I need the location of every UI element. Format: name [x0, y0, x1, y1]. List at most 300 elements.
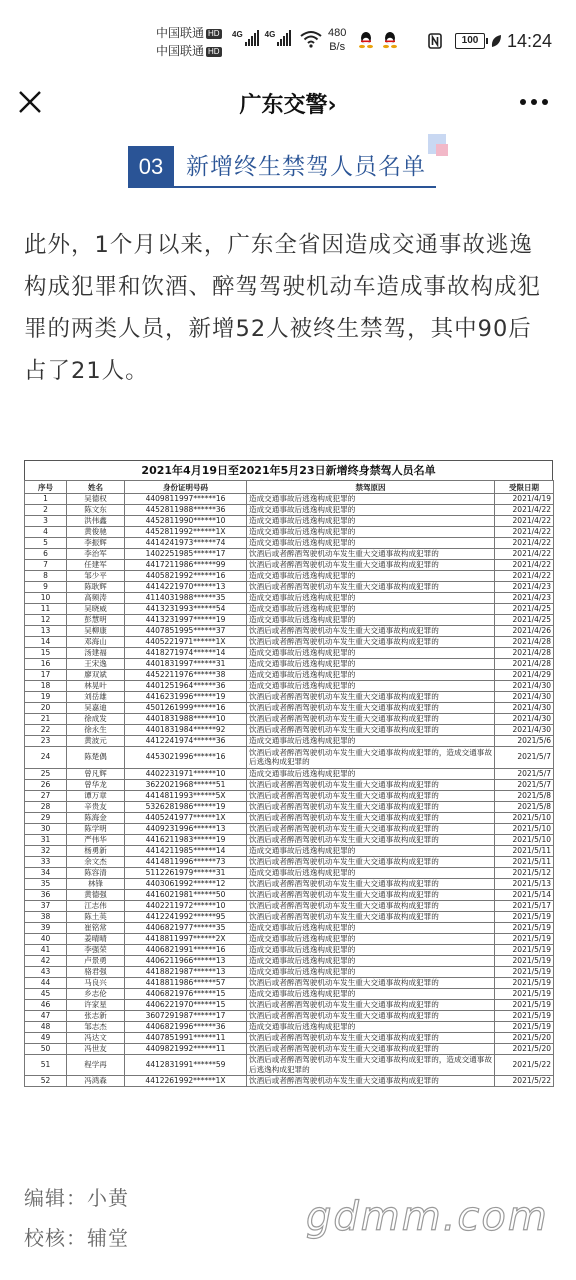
reviewer-credit: 校核：辅堂: [24, 1226, 129, 1250]
table-cell: 2021/5/19: [495, 955, 554, 966]
table-cell: 林晃叶: [67, 681, 125, 692]
table-row: [25, 516, 554, 527]
watermark: gdmm.com: [306, 1194, 549, 1240]
table-cell: 35: [25, 878, 67, 889]
table-row: [25, 648, 554, 659]
table-row: [25, 736, 554, 747]
table-cell: 饮酒后或者醉酒驾驶机动车发生重大交通事故构成犯罪的: [247, 626, 495, 637]
table-cell: 2021/5/8: [495, 790, 554, 801]
table-row: [25, 692, 554, 703]
table-cell: 2021/5/17: [495, 900, 554, 911]
status-bar: [0, 0, 576, 72]
hd-badge: HD: [208, 47, 220, 56]
nav-bar: [0, 72, 576, 132]
table-cell: 31: [25, 834, 67, 845]
table-cell: 饮酒后或者醉酒驾驶机动车发生重大交通事故构成犯罪的: [247, 560, 495, 571]
more-options-icon[interactable]: [518, 94, 550, 110]
table-cell: 造成交通事故后逃逸构成犯罪的: [247, 527, 495, 538]
table-cell: 16: [25, 659, 67, 670]
table-cell: 10: [25, 593, 67, 604]
table-cell: 造成交通事故后逃逸构成犯罪的: [247, 922, 495, 933]
column-header: 身份证明号码: [125, 481, 247, 494]
table-cell: 饮酒后或者醉酒驾驶机动车发生重大交通事故构成犯罪的: [247, 812, 495, 823]
table-cell: 4405241977******1X: [125, 812, 247, 823]
table-cell: 冯鸿森: [67, 1076, 125, 1087]
table-cell: 饮酒后或者醉酒驾驶机动车发生重大交通事故构成犯罪的: [247, 637, 495, 648]
table-cell: 造成交通事故后逃逸构成犯罪的: [247, 615, 495, 626]
table-cell: 46: [25, 999, 67, 1010]
table-cell: 饮酒后或者醉酒驾驶机动车发生重大交通事故构成犯罪的，造成交通事故后逃逸构成犯罪的: [247, 747, 495, 769]
table-cell: 2021/5/7: [495, 779, 554, 790]
table-cell: 4401251964******36: [125, 681, 247, 692]
table-row: [25, 549, 554, 560]
account-name-link[interactable]: [0, 88, 576, 119]
table-cell: 2021/5/8: [495, 801, 554, 812]
table-cell: 4406821996******36: [125, 1021, 247, 1032]
table-cell: 造成交通事故后逃逸构成犯罪的: [247, 1021, 495, 1032]
table-row: [25, 725, 554, 736]
table-cell: 造成交通事故后逃逸构成犯罪的: [247, 933, 495, 944]
table-cell: 饮酒后或者醉酒驾驶机动车发生重大交通事故构成犯罪的: [247, 911, 495, 922]
table-cell: 高频涛: [67, 593, 125, 604]
table-cell: 4453021996******16: [125, 747, 247, 769]
table-cell: 4416231996******19: [125, 692, 247, 703]
table-cell: 2: [25, 505, 67, 516]
signal-icons: [232, 30, 291, 46]
table-cell: 4406221970******15: [125, 999, 247, 1010]
table-cell: 吴晓威: [67, 604, 125, 615]
table-cell: 2021/4/22: [495, 549, 554, 560]
chevron-right-icon: ›: [327, 93, 337, 118]
table-cell: 4416021981******50: [125, 889, 247, 900]
table-row: [25, 779, 554, 790]
table-cell: 2021/4/19: [495, 494, 554, 505]
table-row: [25, 790, 554, 801]
table-row: [25, 1054, 554, 1076]
table-cell: 刘岳雄: [67, 692, 125, 703]
table-cell: 26: [25, 779, 67, 790]
table-cell: 汤建福: [67, 648, 125, 659]
table-cell: 39: [25, 922, 67, 933]
table-row: [25, 604, 554, 615]
table-row: [25, 900, 554, 911]
table-cell: 造成交通事故后逃逸构成犯罪的: [247, 944, 495, 955]
table-cell: 造成交通事故后逃逸构成犯罪的: [247, 966, 495, 977]
table-cell: 4412261992******1X: [125, 1076, 247, 1087]
table-cell: 造成交通事故后逃逸构成犯罪的: [247, 604, 495, 615]
table-row: [25, 670, 554, 681]
table-cell: 37: [25, 900, 67, 911]
table-cell: 4401831988******10: [125, 714, 247, 725]
table-cell: 2021/4/30: [495, 703, 554, 714]
table-cell: 2021/5/19: [495, 999, 554, 1010]
table-cell: 36: [25, 889, 67, 900]
network-speed: [328, 26, 346, 54]
table-cell: 4452811988******36: [125, 505, 247, 516]
section-underline: [174, 186, 436, 188]
table-cell: 2021/4/22: [495, 516, 554, 527]
table-cell: 廖双斌: [67, 670, 125, 681]
table-cell: 陈耿辉: [67, 582, 125, 593]
table-row: [25, 1021, 554, 1032]
table-cell: 2021/4/23: [495, 593, 554, 604]
table-cell: 4412241974******36: [125, 736, 247, 747]
table-cell: 造成交通事故后逃逸构成犯罪的: [247, 505, 495, 516]
table-header-row: [25, 481, 554, 494]
table-cell: 40: [25, 933, 67, 944]
table-cell: 2021/4/30: [495, 725, 554, 736]
table-cell: 造成交通事故后逃逸构成犯罪的: [247, 670, 495, 681]
table-cell: 2021/4/22: [495, 560, 554, 571]
table-cell: 造成交通事故后逃逸构成犯罪的: [247, 768, 495, 779]
table-cell: 4418811986******57: [125, 977, 247, 988]
table-cell: 2021/5/10: [495, 823, 554, 834]
table-cell: 2021/4/28: [495, 637, 554, 648]
speed-unit: B/s: [329, 41, 346, 53]
table-row: [25, 999, 554, 1010]
table-cell: 造成交通事故后逃逸构成犯罪的: [247, 494, 495, 505]
table-cell: 4401831997******31: [125, 659, 247, 670]
table-cell: 2021/5/11: [495, 845, 554, 856]
table-cell: 张志新: [67, 1010, 125, 1021]
table-cell: 4413231997******19: [125, 615, 247, 626]
table-cell: 饮酒后或者醉酒驾驶机动车发生重大交通事故构成犯罪的: [247, 823, 495, 834]
table-cell: 2021/5/10: [495, 812, 554, 823]
table-cell: 3: [25, 516, 67, 527]
table-row: [25, 1076, 554, 1087]
table-row: [25, 911, 554, 922]
table-row: [25, 867, 554, 878]
table-cell: 5326281986******19: [125, 801, 247, 812]
nfc-icon: [428, 33, 442, 49]
table-cell: 4413231993******54: [125, 604, 247, 615]
table-row: [25, 538, 554, 549]
table-cell: 11: [25, 604, 67, 615]
table-cell: 13: [25, 626, 67, 637]
table-cell: 3622021968******51: [125, 779, 247, 790]
table-cell: 李治军: [67, 549, 125, 560]
table-cell: 9: [25, 582, 67, 593]
table-cell: 2021/5/7: [495, 747, 554, 769]
qq-icon: [382, 31, 398, 49]
banned-drivers-table: [24, 460, 553, 1126]
table-cell: 41: [25, 944, 67, 955]
table-cell: 6: [25, 549, 67, 560]
wifi-icon: [300, 30, 322, 48]
table-cell: 造成交通事故后逃逸构成犯罪的: [247, 571, 495, 582]
table-row: [25, 845, 554, 856]
table-cell: 饮酒后或者醉酒驾驶机动车发生重大交通事故构成犯罪的: [247, 977, 495, 988]
table-cell: 任建军: [67, 560, 125, 571]
table-cell: 饮酒后或者醉酒驾驶机动车发生重大交通事故构成犯罪的: [247, 779, 495, 790]
table-cell: 许家星: [67, 999, 125, 1010]
table-cell: 4403061992******12: [125, 878, 247, 889]
table-cell: 47: [25, 1010, 67, 1021]
table-cell: 15: [25, 648, 67, 659]
editor-credit: 编辑：小黄: [24, 1186, 129, 1210]
table-cell: 冯世友: [67, 1043, 125, 1054]
table-row: [25, 571, 554, 582]
table-row: [25, 834, 554, 845]
table-cell: 50: [25, 1043, 67, 1054]
table-cell: 3607291987******17: [125, 1010, 247, 1021]
article-paragraph: 此外，1个月以来，广东全省因造成交通事故逃逸构成犯罪和饮酒、醉驾驾驶机动车造成事故构成犯罪的两类人员，新增52人被终生禁驾，其中90后占了21人。: [24, 232, 542, 384]
column-header: 受限日期: [495, 481, 554, 494]
table-cell: 4414211985******14: [125, 845, 247, 856]
table-cell: 4452211976******38: [125, 670, 247, 681]
table-cell: 4412831991******59: [125, 1054, 247, 1076]
table-title: 2021年4月19日至2021年5月23日新增终身禁驾人员名单: [24, 460, 553, 480]
signal-icon: [232, 30, 259, 46]
clock: 14:24: [507, 31, 553, 51]
table-row: [25, 966, 554, 977]
table-cell: 陈文东: [67, 505, 125, 516]
table-cell: 饮酒后或者醉酒驾驶机动车发生重大交通事故构成犯罪的: [247, 889, 495, 900]
section-header: [128, 142, 450, 192]
table-cell: 卢景勇: [67, 955, 125, 966]
table-cell: 饮酒后或者醉酒驾驶机动车发生重大交通事故构成犯罪的: [247, 1010, 495, 1021]
table-cell: 49: [25, 1032, 67, 1043]
table-cell: 2021/4/23: [495, 582, 554, 593]
table-row: [25, 560, 554, 571]
table-row: [25, 1032, 554, 1043]
table-cell: 2021/5/19: [495, 988, 554, 999]
table-cell: 2021/4/28: [495, 648, 554, 659]
table-cell: 4401831984******92: [125, 725, 247, 736]
table-cell: 饮酒后或者醉酒驾驶机动车发生重大交通事故构成犯罪的: [247, 856, 495, 867]
table-row: [25, 494, 554, 505]
table-cell: 乡志伦: [67, 988, 125, 999]
table-cell: 33: [25, 856, 67, 867]
table-row: [25, 626, 554, 637]
table-cell: 2021/4/25: [495, 604, 554, 615]
table-cell: 崔铭常: [67, 922, 125, 933]
table-cell: 20: [25, 703, 67, 714]
table-cell: 吴嘉迪: [67, 703, 125, 714]
table-cell: 4407851991******11: [125, 1032, 247, 1043]
table-cell: 30: [25, 823, 67, 834]
table-cell: 饮酒后或者醉酒驾驶机动车发生重大交通事故构成犯罪的: [247, 725, 495, 736]
table-cell: 饮酒后或者醉酒驾驶机动车发生重大交通事故构成犯罪的: [247, 790, 495, 801]
table-cell: 4452811990******10: [125, 516, 247, 527]
table-cell: 4409811997******16: [125, 494, 247, 505]
table-cell: 2021/5/7: [495, 768, 554, 779]
table-row: [25, 582, 554, 593]
page-title: 广东交警: [239, 93, 328, 118]
table-cell: 2021/5/19: [495, 977, 554, 988]
table-row: [25, 615, 554, 626]
table-cell: 2021/4/22: [495, 538, 554, 549]
table-cell: 28: [25, 801, 67, 812]
table-cell: 52: [25, 1076, 67, 1087]
table-cell: 2021/4/30: [495, 692, 554, 703]
table-cell: 4416211983******19: [125, 834, 247, 845]
table-cell: 杨勇新: [67, 845, 125, 856]
network-type: 4G: [264, 30, 276, 39]
table-cell: 2021/4/22: [495, 505, 554, 516]
table-cell: 饮酒后或者醉酒驾驶机动车发生重大交通事故构成犯罪的: [247, 1032, 495, 1043]
table-cell: 陈海金: [67, 812, 125, 823]
table-cell: 造成交通事故后逃逸构成犯罪的: [247, 867, 495, 878]
table-cell: 2021/4/22: [495, 571, 554, 582]
table-cell: 洪伟鑫: [67, 516, 125, 527]
table-cell: 2021/4/25: [495, 615, 554, 626]
table-cell: 2021/5/13: [495, 878, 554, 889]
table-cell: 4418811997******2X: [125, 933, 247, 944]
table-cell: 徐永生: [67, 725, 125, 736]
table-cell: 李强荣: [67, 944, 125, 955]
table-cell: 4: [25, 527, 67, 538]
network-type: 4G: [232, 30, 243, 39]
table-cell: 44: [25, 977, 67, 988]
table-cell: 51: [25, 1054, 67, 1076]
table-cell: 4406821976******15: [125, 988, 247, 999]
table-row: [25, 505, 554, 516]
table-cell: 造成交通事故后逃逸构成犯罪的: [247, 659, 495, 670]
table-cell: 2021/4/30: [495, 714, 554, 725]
table-cell: 4407851995******37: [125, 626, 247, 637]
table-cell: 2021/4/28: [495, 659, 554, 670]
table-row: [25, 768, 554, 779]
table-cell: 2021/5/19: [495, 966, 554, 977]
carrier-info: [156, 24, 222, 60]
table-cell: 48: [25, 1021, 67, 1032]
table-cell: 4414811993******5X: [125, 790, 247, 801]
table-cell: 2021/5/19: [495, 1021, 554, 1032]
table-cell: 2021/4/30: [495, 681, 554, 692]
table-row: [25, 1043, 554, 1054]
table-row: [25, 988, 554, 999]
table-cell: 4406211966******13: [125, 955, 247, 966]
carrier2-label: 中国联通: [156, 44, 205, 58]
table-cell: 饮酒后或者醉酒驾驶机动车发生重大交通事故构成犯罪的: [247, 703, 495, 714]
table-row: [25, 823, 554, 834]
table-cell: 饮酒后或者醉酒驾驶机动车发生重大交通事故构成犯罪的: [247, 549, 495, 560]
table-cell: 曾华龙: [67, 779, 125, 790]
table-cell: 8: [25, 571, 67, 582]
table-cell: 曾凡辉: [67, 768, 125, 779]
speed-value: 480: [328, 27, 347, 39]
table-cell: 黄俊驰: [67, 527, 125, 538]
table-cell: 29: [25, 812, 67, 823]
section-title: 新增终生禁驾人员名单: [186, 154, 426, 180]
table-cell: 造成交通事故后逃逸构成犯罪的: [247, 516, 495, 527]
table-cell: 邹志杰: [67, 1021, 125, 1032]
table-cell: 饮酒后或者醉酒驾驶机动车发生重大交通事故构成犯罪的: [247, 834, 495, 845]
table-cell: 4405221971******1X: [125, 637, 247, 648]
table-cell: 邹少平: [67, 571, 125, 582]
table-row: [25, 878, 554, 889]
table-cell: 43: [25, 966, 67, 977]
table-cell: 饮酒后或者醉酒驾驶机动车发生重大交通事故构成犯罪的: [247, 999, 495, 1010]
table-cell: 邓海山: [67, 637, 125, 648]
table-cell: 45: [25, 988, 67, 999]
table-cell: 饮酒后或者醉酒驾驶机动车发生重大交通事故构成犯罪的: [247, 714, 495, 725]
table-cell: 23: [25, 736, 67, 747]
table-cell: 吴柳康: [67, 626, 125, 637]
table-cell: 程学再: [67, 1054, 125, 1076]
table-cell: 饮酒后或者醉酒驾驶机动车发生重大交通事故构成犯罪的: [247, 878, 495, 889]
table-cell: 14: [25, 637, 67, 648]
table-cell: 38: [25, 911, 67, 922]
table-cell: 黄波元: [67, 736, 125, 747]
table-cell: 42: [25, 955, 67, 966]
table-row: [25, 856, 554, 867]
table-cell: 5112261979******31: [125, 867, 247, 878]
table-cell: 谭万章: [67, 790, 125, 801]
table-cell: 2021/5/20: [495, 1032, 554, 1043]
table-cell: 2021/4/29: [495, 670, 554, 681]
table-row: [25, 659, 554, 670]
table-cell: 造成交通事故后逃逸构成犯罪的: [247, 681, 495, 692]
table-cell: 24: [25, 747, 67, 769]
table-cell: 25: [25, 768, 67, 779]
signal-icon: [265, 30, 292, 46]
qq-icon: [358, 31, 374, 49]
hd-badge: HD: [208, 29, 220, 38]
table-row: [25, 637, 554, 648]
table-cell: 4412241992******95: [125, 911, 247, 922]
table-cell: 2021/5/19: [495, 911, 554, 922]
table-cell: 7: [25, 560, 67, 571]
table-row: [25, 889, 554, 900]
table-cell: 辛贵友: [67, 801, 125, 812]
table-cell: 5: [25, 538, 67, 549]
table-cell: 2021/5/20: [495, 1043, 554, 1054]
table-row: [25, 955, 554, 966]
decoration-square: [436, 144, 448, 156]
table-cell: 2021/4/22: [495, 527, 554, 538]
table-cell: 4402231971******10: [125, 768, 247, 779]
table-cell: 4417211986******99: [125, 560, 247, 571]
table-cell: 林锋: [67, 878, 125, 889]
table-cell: 王宋逸: [67, 659, 125, 670]
table-cell: 饮酒后或者醉酒驾驶机动车发生重大交通事故构成犯罪的，造成交通事故后逃逸构成犯罪的: [247, 1054, 495, 1076]
table-cell: 李振辉: [67, 538, 125, 549]
table-row: [25, 593, 554, 604]
table-cell: 4501261999******16: [125, 703, 247, 714]
table-cell: 造成交通事故后逃逸构成犯罪的: [247, 538, 495, 549]
table: [24, 480, 554, 1087]
table-cell: 22: [25, 725, 67, 736]
table-row: [25, 922, 554, 933]
table-cell: 4406821991******16: [125, 944, 247, 955]
table-row: [25, 714, 554, 725]
table-cell: 饮酒后或者醉酒驾驶机动车发生重大交通事故构成犯罪的: [247, 900, 495, 911]
table-row: [25, 801, 554, 812]
table-row: [25, 747, 554, 769]
table-cell: 彭慧明: [67, 615, 125, 626]
table-cell: 徐成发: [67, 714, 125, 725]
table-cell: 陈土英: [67, 911, 125, 922]
table-cell: 4409231996******13: [125, 823, 247, 834]
table-cell: 4414221970******13: [125, 582, 247, 593]
column-header: 禁驾原因: [247, 481, 495, 494]
leaf-icon: [490, 34, 502, 48]
table-cell: 4452811992******1X: [125, 527, 247, 538]
table-row: [25, 933, 554, 944]
table-row: [25, 1010, 554, 1021]
section-number: 03: [128, 146, 174, 188]
table-cell: 饮酒后或者醉酒驾驶机动车发生重大交通事故构成犯罪的: [247, 801, 495, 812]
table-cell: 1: [25, 494, 67, 505]
table-row: [25, 977, 554, 988]
table-cell: 造成交通事故后逃逸构成犯罪的: [247, 736, 495, 747]
table-cell: 陈楚偶: [67, 747, 125, 769]
table-cell: 饮酒后或者醉酒驾驶机动车发生重大交通事故构成犯罪的: [247, 1043, 495, 1054]
column-header: 序号: [25, 481, 67, 494]
table-cell: 2021/5/19: [495, 933, 554, 944]
